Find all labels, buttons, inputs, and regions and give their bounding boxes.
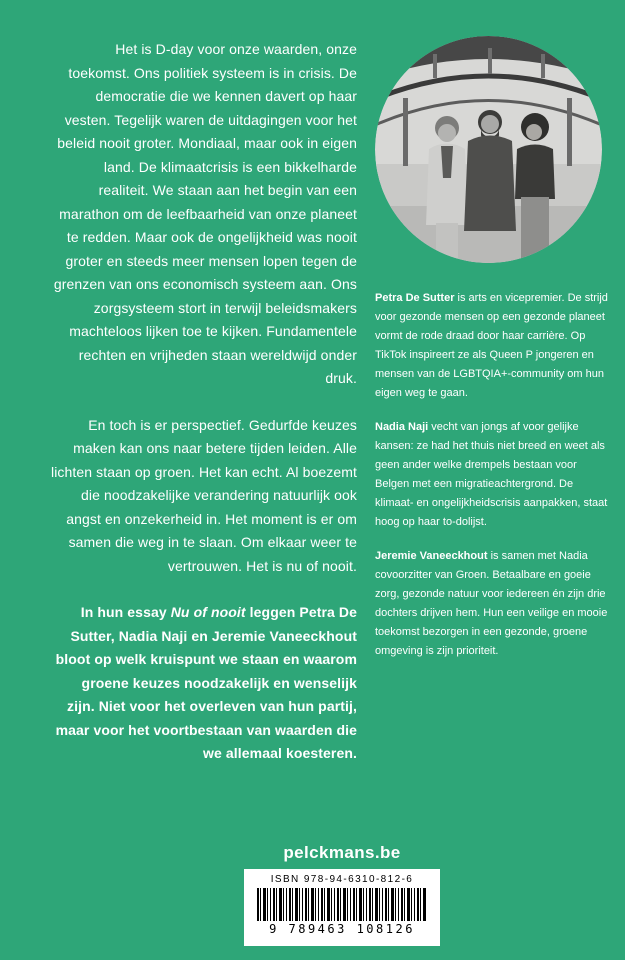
synopsis <box>50 38 357 789</box>
author-bios <box>375 289 609 676</box>
synopsis-paragraph-3 <box>50 601 357 766</box>
book-title: Nu of nooit <box>170 604 246 620</box>
synopsis-p3-after: leggen Petra De Sutter, Nadia Naji en Jeremie Vaneeckhout bloot op welk kruispunt we staan en waarom groene keuzes noodzakelijk en wenselijk zijn. Niet voor het overleven van hun partij, maar voor het voortbestaan van waarden die we allemaal koesteren. <box>55 604 357 761</box>
synopsis-paragraph-1: Het is D-day voor onze waarden, onze toekomst. Ons politiek systeem is in crisis. De democratie die we kennen davert op haar vesten. Tegelijk waren de uitdagingen voor het beleid nooit groter. Mondiaal, maar ook in eigen land. De klimaatcrisis is een bikkelharde realiteit. We staan aan het begin van een marathon om de leefbaarheid van onze planeet te redden. Maar ook de ongelijkheid was nooit groter en steeds meer mensen lopen tegen de grenzen van ons economisch systeem aan. Ons zorgsysteem stort in terwijl beleidsmakers machteloos lijken toe te kijken. Fundamentele rechten en vrijheden staan wereldwijd onder druk. <box>53 41 357 386</box>
synopsis-p3-before: In hun essay <box>80 604 171 620</box>
synopsis-paragraph-2: En toch is er perspectief. Gedurfde keuzes maken kan ons naar betere tijden leiden. Alle lichten staan op groen. Het kan echt. Al boezemt die noodzakelijke verandering natuurlijk ook angst en onzekerheid in. Het moment is er om samen die weg in te slaan. Om elkaar weer te vertrouwen. Het is nu of nooit. <box>51 416 357 574</box>
bio-nadia-naji <box>375 418 609 532</box>
authors-photo-illustration <box>375 36 602 263</box>
bio-jeremie-text: is samen met Nadia covoorzitter van Groen. Betaalbare en goeie zorg, gezonde natuur voor iedereen én zijn drie dochters drijven hem. Hun een veilige en mooie toekomst bezorgen in een gezonde, groene omgeving is zijn prioriteit. <box>375 550 608 657</box>
bio-nadia-name: Nadia Naji <box>375 421 429 433</box>
authors-photo <box>375 36 602 263</box>
barcode-icon <box>257 888 427 921</box>
bio-petra-de-sutter <box>375 289 609 403</box>
bio-jeremie-vaneeckhout <box>375 547 609 661</box>
barcode-digits: 9 789463 108126 <box>269 922 415 936</box>
bio-petra-name: Petra De Sutter <box>375 292 455 304</box>
bio-petra-text: is arts en vicepremier. De strijd voor gezonde mensen op een gezonde planeet vormt de rode draad door haar carrière. Op TikTok inspireert ze als Queen P jongeren en mensen van de LGBTQIA+-community om hun eigen weg te gaan. <box>375 292 608 399</box>
barcode-box <box>244 869 440 946</box>
bio-jeremie-name: Jeremie Vaneeckhout <box>375 550 488 562</box>
isbn-label: ISBN 978-94-6310-812-6 <box>270 874 414 885</box>
publisher-url: pelckmans.be <box>283 843 401 862</box>
bio-nadia-text: vecht van jongs af voor gelijke kansen: ze had het thuis niet breed en weet als geen ander welke drempels bestaan voor Belgen met een migratieachtergrond. De klimaat- en ongelijkheidscrisis aanpakken, staat hoog op haar to-dolijst. <box>375 421 608 528</box>
